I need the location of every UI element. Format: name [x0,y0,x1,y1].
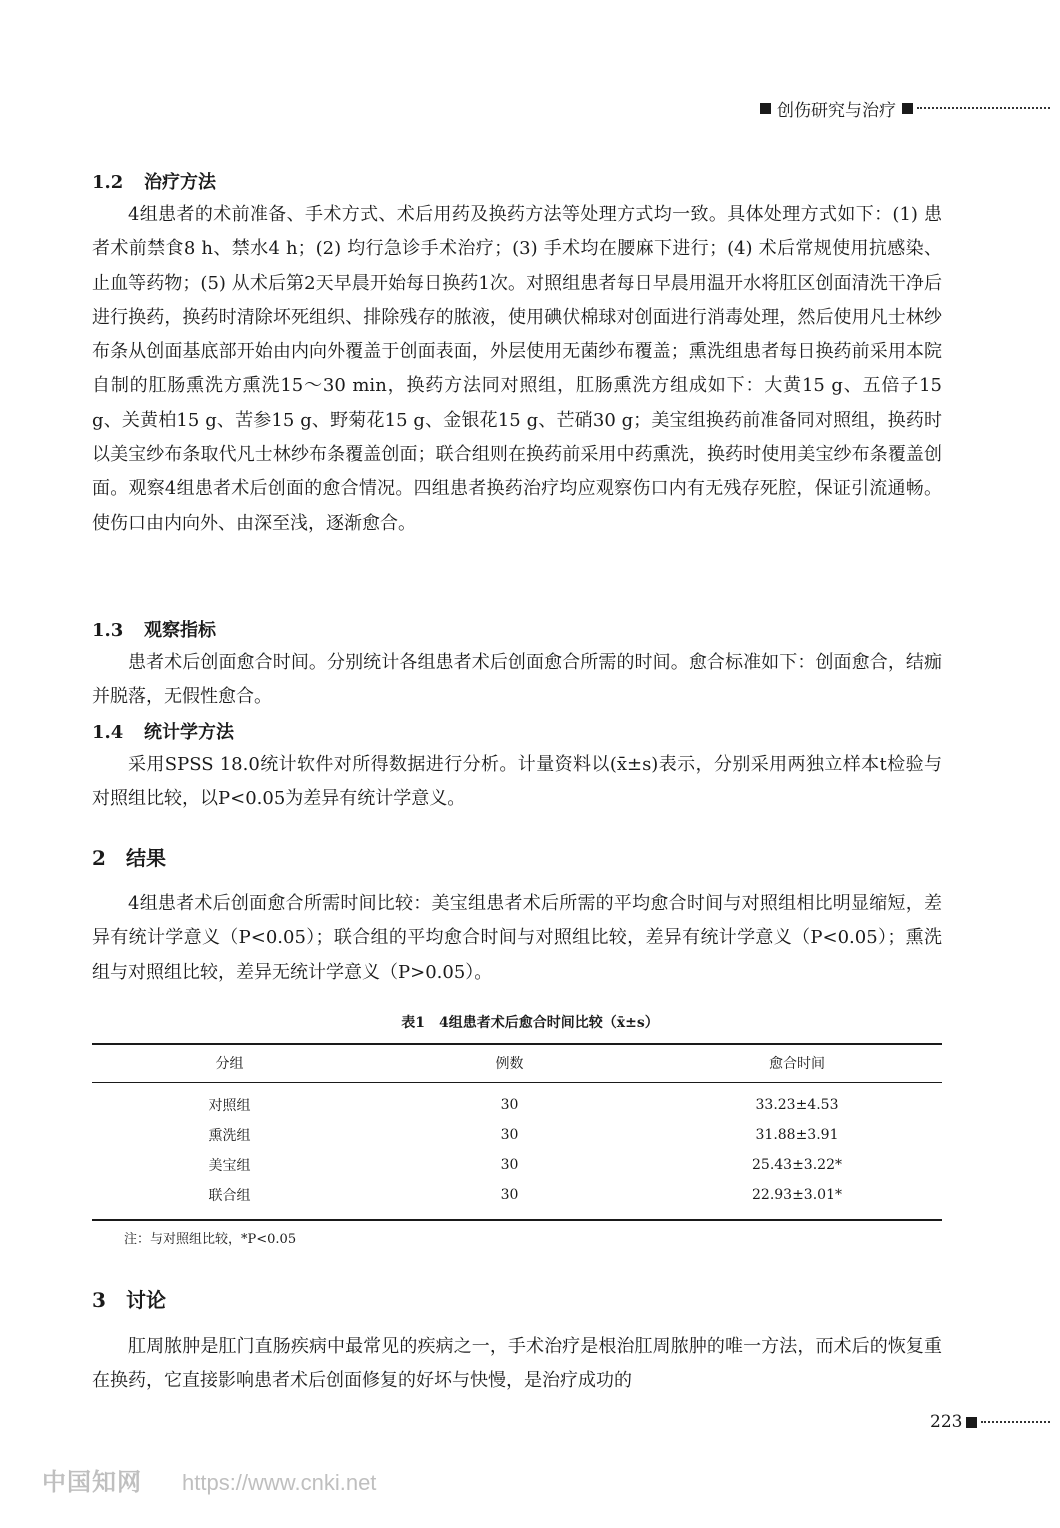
section-number: 3 [92,1288,106,1312]
page-footer [930,1412,1050,1432]
section-title: 结果 [126,846,166,870]
cell-healing-time: 33.23±4.53 [755,1097,839,1114]
table-row [92,1120,942,1150]
footer-dotted-rule [981,1421,1050,1423]
header-dotted-rule [917,107,1050,109]
header-square-icon [760,103,771,114]
section-heading-1-4 [92,718,234,744]
cell-cases: 30 [500,1097,519,1114]
column-header-group: 分组 [92,1044,367,1082]
page-number: 223 [930,1412,963,1432]
section-heading-1-3 [92,616,216,642]
paragraph-statistics: 采用SPSS 18.0统计软件对所得数据进行分析。计量资料以(x̄±s)表示，分别采用两独立样本t检验与对照组比较，以P<0.05为差异有统计学意义。 [92,754,942,810]
paragraph-results: 4组患者术后创面愈合所需时间比较：美宝组患者术后所需的平均愈合时间与对照组相比明显缩短，差异有统计学意义（P<0.05）；联合组的平均愈合时间与对照组比较，差异有统计学意义（P<0.05）；熏洗组与对照组比较，差异无统计学意义（P>0.05）。 [92,893,942,983]
cell-cases: 30 [367,1180,652,1220]
section-number: 1.2 [92,172,124,193]
cell-group: 熏洗组 [208,1128,251,1144]
section-number: 1.3 [92,620,124,641]
watermark-url: https://www.cnki.net [182,1470,377,1495]
paragraph-discussion: 肛周脓肿是肛门直肠疾病中最常见的疾病之一，手术治疗是根治肛周脓肿的唯一方法，而术后的恢复重在换药，它直接影响患者术后创面修复的好坏与快慢，是治疗成功的 [92,1336,942,1392]
cell-healing-time: 22.93±3.01* [652,1180,942,1220]
section-title: 讨论 [126,1288,166,1312]
journal-title: 创伤研究与治疗 [777,100,896,121]
table-header-row [92,1044,942,1082]
cell-healing-time: 25.43±3.22* [752,1157,842,1173]
column-header-healing-time: 愈合时间 [652,1044,942,1082]
table-note: 注：与对照组比较，*P<0.05 [124,1232,297,1247]
cell-cases: 30 [500,1127,519,1143]
table-row [92,1150,942,1180]
cell-healing-time: 31.88±3.91 [755,1127,839,1143]
cell-cases: 30 [500,1157,519,1173]
cell-group: 美宝组 [208,1158,251,1174]
section-heading-3 [92,1284,166,1313]
table-caption: 表1 4组患者术后愈合时间比较（x̄±s） [401,1015,659,1031]
paragraph-observation-index: 患者术后创面愈合时间。分别统计各组患者术后创面愈合所需的时间。愈合标准如下：创面愈合，结痂并脱落，无假性愈合。 [92,652,942,708]
table-row [92,1082,942,1120]
header-square-icon [902,103,913,114]
section-number: 1.4 [92,722,124,743]
section-heading-2 [92,842,166,871]
cell-group: 对照组 [208,1098,251,1115]
section-heading-1-2 [92,168,216,194]
section-number: 2 [92,846,106,870]
cnki-watermark [42,1462,376,1497]
cnki-logo: 中国知网 [42,1469,142,1496]
section-title: 统计学方法 [144,722,234,743]
section-title: 治疗方法 [144,172,216,193]
section-title: 观察指标 [144,620,216,641]
column-header-cases: 例数 [367,1044,652,1082]
running-header [760,96,1050,120]
healing-time-table [92,1043,942,1221]
cell-group: 联合组 [92,1180,367,1220]
paragraph-treatment-method: 4组患者的术前准备、手术方式、术后用药及换药方法等处理方式均一致。具体处理方式如下：(1) 患者术前禁食8 h、禁水4 h；(2) 均行急诊手术治疗；(3) 手术均在腰麻下进行；(4) 术后常规使用抗感染、止血等药物；(5) 从术后第2天早晨开始每日换药1次。对照组患者每日早晨用温开水将肛区创面清洗干净后进行换药，换药时清除坏死组织、排除残存的脓液，使用碘伏棉球对创面进行消毒处理，然后使用凡士林纱布条从创面基底部开始由内向外覆盖于创面表面，外层使用无菌纱布覆盖；熏洗组患者每日换药前采用本院自制的肛肠熏洗方熏洗15～30 min，换药方法同对照组，肛肠熏洗方组成如下：大黄15 g、五倍子15 g、关黄柏15 g、苦参15 g、野菊花15 g、金银花15 g、芒硝30 g；美宝组换药前准备同对照组，换药时以美宝纱布条取代凡士林纱布条覆盖创面；联合组则在换药前采用中药熏洗，换药时使用美宝纱布条覆盖创面。观察4组患者术后创面的愈合情况。四组患者换药治疗均应观察伤口内有无残存死腔，保证引流通畅。使伤口由内向外、由深至浅，逐渐愈合。 [92,204,942,534]
table-row [92,1180,942,1220]
footer-square-icon [966,1417,977,1428]
